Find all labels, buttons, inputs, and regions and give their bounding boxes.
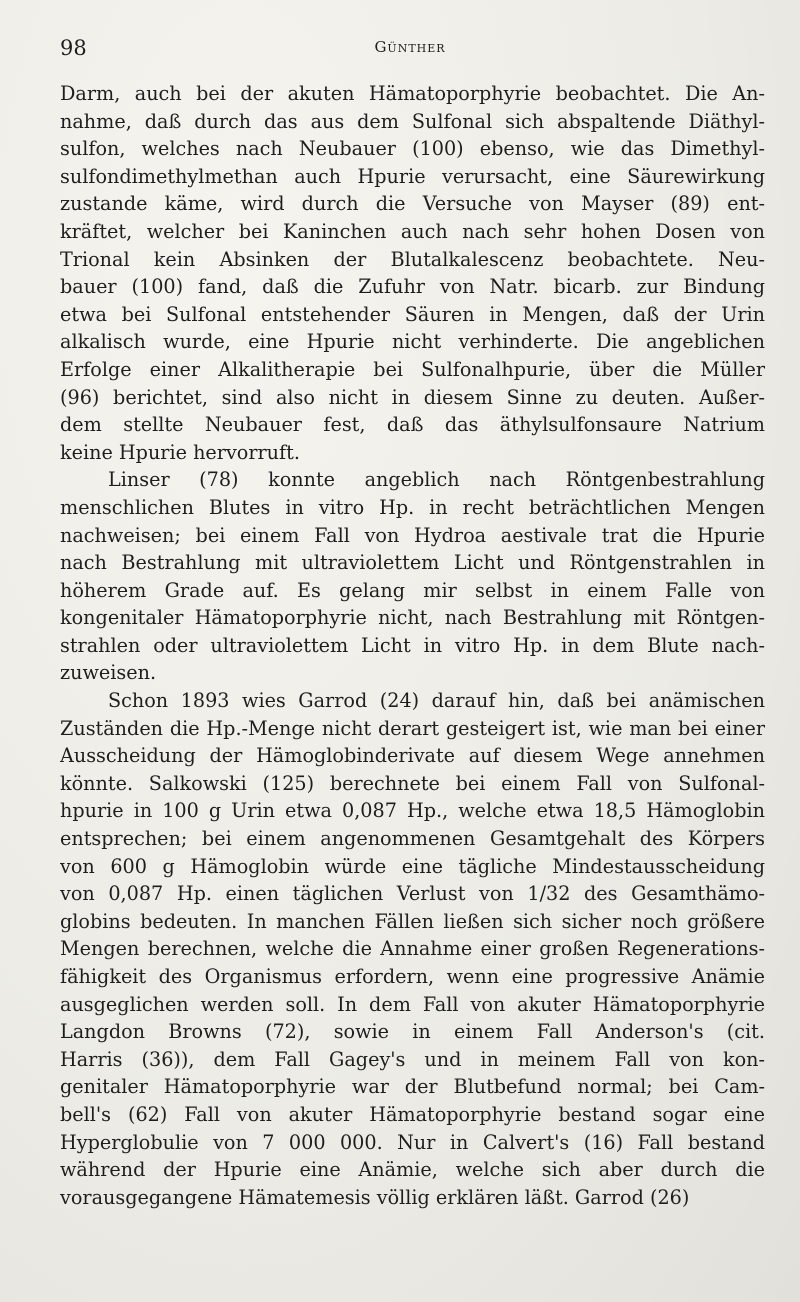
- text-line: von 0,087 Hp. einen täglichen Verlust von 1/32 des Gesamthämo-: [60, 882, 765, 906]
- text-line: bauer (100) fand, daß die Zufuhr von Natr. bicarb. zur Bindung: [60, 275, 765, 299]
- text-line: etwa bei Sulfonal entstehender Säuren in Mengen, daß der Urin: [60, 302, 765, 326]
- page-header: [60, 36, 760, 66]
- text-line: genitaler Hämatoporphyrie war der Blutbefund normal; bei Cam-: [60, 1075, 765, 1099]
- text-line: Harris (36)), dem Fall Gagey's und in meinem Fall von kon-: [60, 1047, 765, 1071]
- running-head: Günther: [374, 38, 446, 56]
- text-line: könnte. Salkowski (125) berechnete bei einem Fall von Sulfonal-: [60, 771, 765, 795]
- text-line: nahme, daß durch das aus dem Sulfonal sich abspaltende Diäthyl-: [60, 109, 765, 133]
- text-line: zustande käme, wird durch die Versuche von Mayser (89) ent-: [60, 192, 765, 216]
- paragraph: [60, 687, 765, 1211]
- text-line: Darm, auch bei der akuten Hämatoporphyrie beobachtet. Die An-: [60, 82, 765, 105]
- text-line: fähigkeit des Organismus erfordern, wenn eine progressive Anämie: [60, 965, 765, 988]
- text-line: nachweisen; bei einem Fall von Hydroa aestivale trat die Hpurie: [60, 523, 765, 547]
- text-line: Schon 1893 wies Garrod (24) darauf hin, daß bei anämischen: [108, 689, 765, 713]
- text-line: menschlichen Blutes in vitro Hp. in recht beträchtlichen Mengen: [60, 495, 765, 519]
- text-line: Mengen berechnen, welche die Annahme einer großen Regenerations-: [60, 937, 765, 961]
- text-line: kongenitaler Hämatoporphyrie nicht, nach Bestrahlung mit Röntgen-: [60, 606, 765, 630]
- paragraph: [60, 80, 765, 466]
- text-line: Erfolge einer Alkalitherapie bei Sulfonalhpurie, über die Müller: [60, 357, 765, 381]
- text-line: Langdon Browns (72), sowie in einem Fall Anderson's (cit.: [60, 1020, 765, 1044]
- page-number: 98: [60, 36, 87, 60]
- text-line: Hyperglobulie von 7 000 000. Nur in Calvert's (16) Fall bestand: [60, 1130, 765, 1154]
- text-line: Linser (78) konnte angeblich nach Röntgenbestrahlung: [108, 468, 765, 492]
- text-line: vorausgegangene Hämatemesis völlig erklären läßt. Garrod (26): [60, 1185, 690, 1209]
- text-line: höherem Grade auf. Es gelang mir selbst in einem Falle von: [60, 578, 765, 602]
- text-line: hpurie in 100 g Urin etwa 0,087 Hp., welche etwa 18,5 Hämoglobin: [60, 799, 765, 823]
- text-line: (96) berichtet, sind also nicht in diesem Sinne zu deuten. Außer-: [60, 385, 765, 409]
- text-line: sulfon, welches nach Neubauer (100) ebenso, wie das Dimethyl-: [60, 137, 765, 161]
- text-line: entsprechen; bei einem angenommenen Gesamtgehalt des Körpers: [60, 827, 765, 851]
- text-line: globins bedeuten. In manchen Fällen ließen sich sicher noch größere: [60, 909, 765, 933]
- text-line: kräftet, welcher bei Kaninchen auch nach sehr hohen Dosen von: [60, 219, 765, 243]
- text-line: Zuständen die Hp.-Menge nicht derart gesteigert ist, wie man bei einer: [60, 716, 765, 740]
- text-line: ausgeglichen werden soll. In dem Fall von akuter Hämatoporphyrie: [60, 992, 765, 1016]
- text-line: sulfondimethylmethan auch Hpurie verursacht, eine Säurewirkung: [60, 164, 765, 188]
- text-line: von 600 g Hämoglobin würde eine tägliche Mindestausscheidung: [60, 854, 765, 878]
- text-line: bell's (62) Fall von akuter Hämatoporphyrie bestand sogar eine: [60, 1102, 765, 1126]
- text-line: nach Bestrahlung mit ultraviolettem Licht und Röntgenstrahlen in: [60, 551, 765, 575]
- text-line: Ausscheidung der Hämoglobinderivate auf diesem Wege annehmen: [60, 744, 765, 768]
- text-line: zuweisen.: [60, 661, 157, 685]
- text-line: alkalisch wurde, eine Hpurie nicht verhinderte. Die angeblichen: [60, 330, 765, 354]
- text-line: keine Hpurie hervorruft.: [60, 440, 300, 464]
- text-line: Trional kein Absinken der Blutalkalescenz beobachtete. Neu-: [60, 247, 765, 271]
- body-text: [60, 80, 765, 1211]
- paragraph: [60, 466, 765, 687]
- text-line: strahlen oder ultraviolettem Licht in vitro Hp. in dem Blute nach-: [60, 633, 765, 657]
- text-line: während der Hpurie eine Anämie, welche sich aber durch die: [60, 1158, 765, 1182]
- text-line: dem stellte Neubauer fest, daß das äthylsulfonsaure Natrium: [60, 413, 765, 437]
